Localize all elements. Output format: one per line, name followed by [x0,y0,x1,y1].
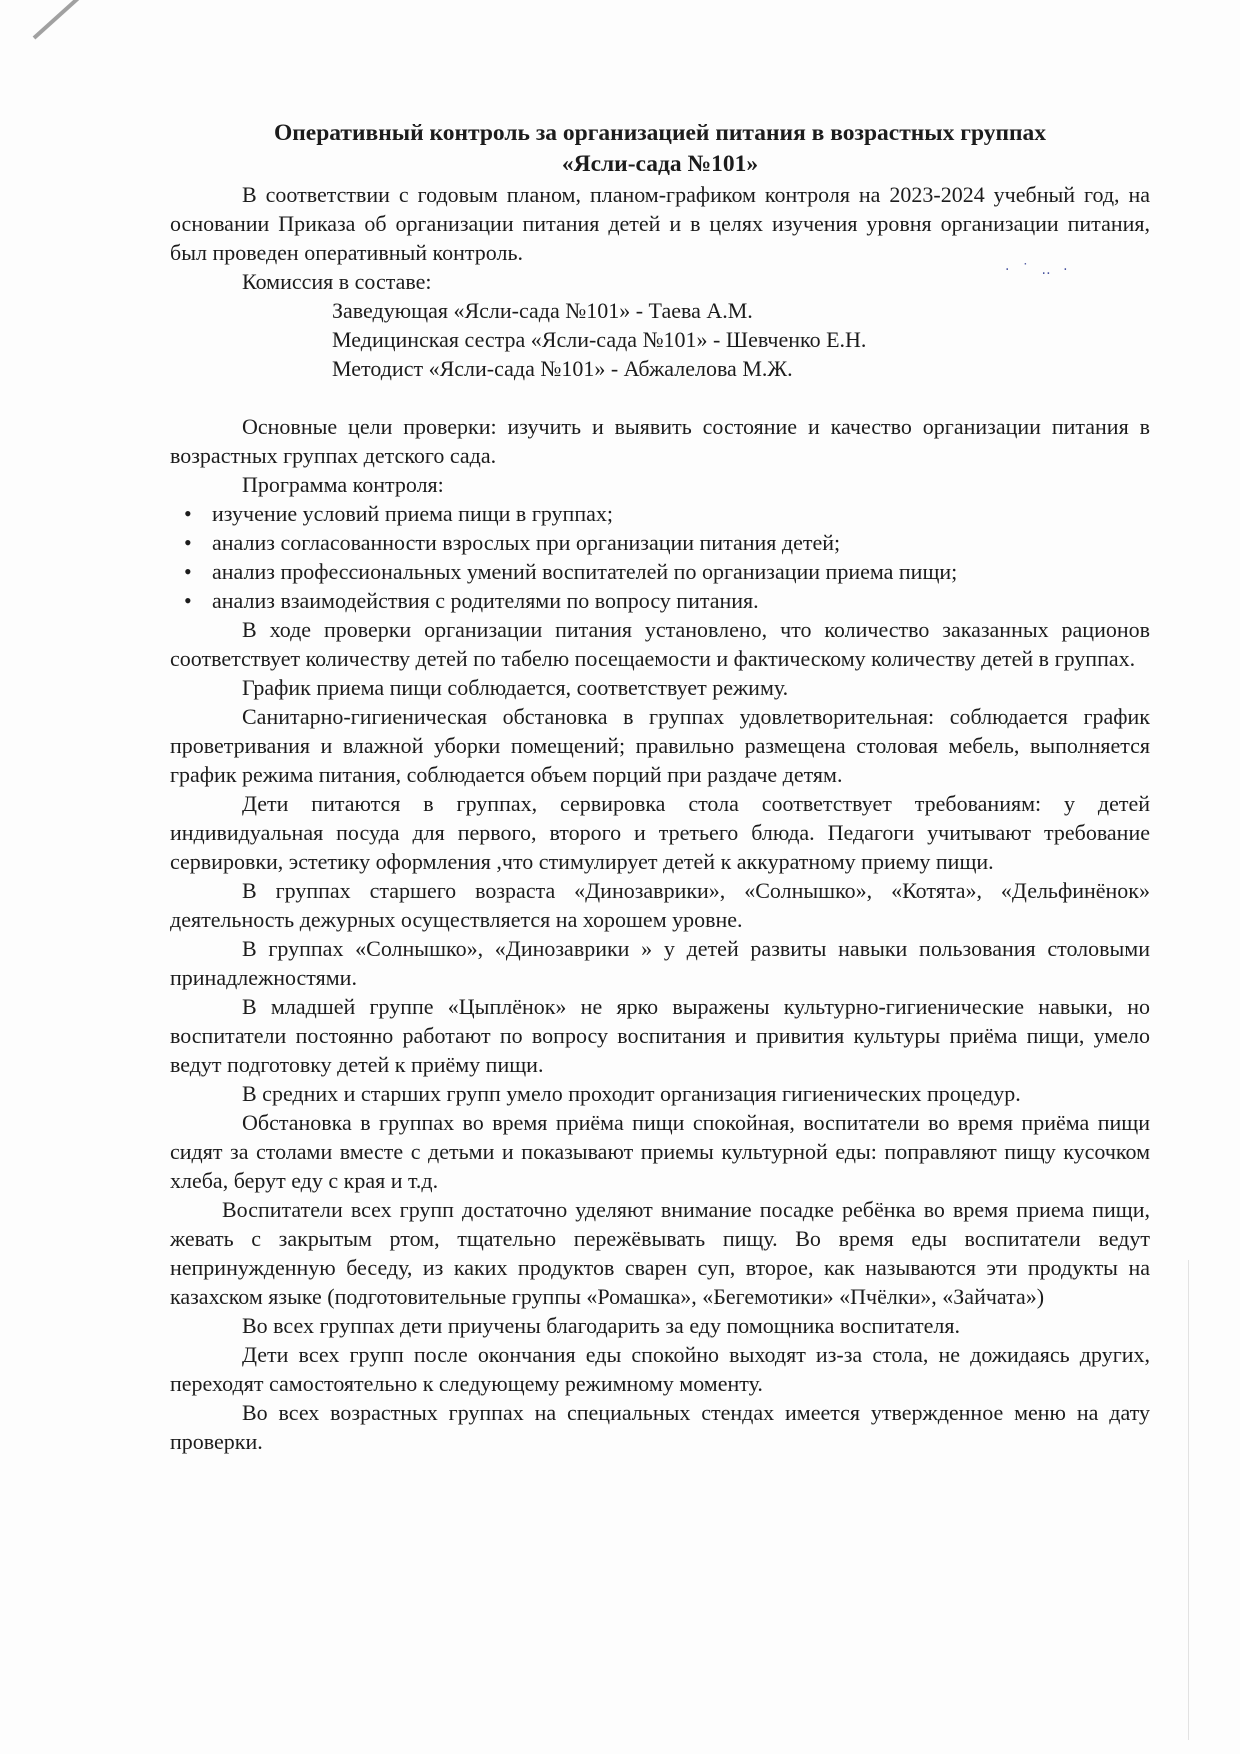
intro-paragraph: В соответствии с годовым планом, планом-графиком контроля на 2023-2024 учебный год, на основании Приказа об организации питания детей и в целях изучения уровня организации питания, был проведен оперативный контроль. [170,182,1150,265]
program-item-text: анализ согласованности взрослых при организации питания детей; [212,530,841,555]
bullet-icon: • [184,588,192,613]
program-item-text: изучение условий приема пищи в группах; [212,501,613,526]
commission-heading: Комиссия в составе: [242,269,432,294]
bullet-icon: • [184,530,192,555]
body-paragraph: Дети питаются в группах, сервировка стола соответствует требованиям: у детей индивидуальная посуда для первого, второго и третьего блюда. Педагоги учитывают требование сервировки, эстетику оформления ,что стимулирует детей к аккуратному приему пищи. [170,791,1150,874]
commission-member: Медицинская сестра «Ясли-сада №101» - Шевченко Е.Н. [332,327,867,352]
document-body [170,118,1150,1456]
body-paragraph: В группах «Солнышко», «Динозаврики » у детей развиты навыки пользования столовыми принадлежностями. [170,936,1150,990]
goals-paragraph: Основные цели проверки: изучить и выявить состояние и качество организации питания в возрастных группах детского сада. [170,414,1150,468]
commission-member: Заведующая «Ясли-сада №101» - Таева А.М. [332,298,753,323]
scan-ink-dots: · ˙ ‥ · [1005,262,1072,278]
title-line-1: Оперативный контроль за организацией питания в возрастных группах [273,120,1047,146]
program-item [140,528,1150,557]
commission-member: Методист «Ясли-сада №101» - Абжалелова М.Ж. [332,356,793,381]
body-paragraph: График приема пищи соблюдается, соответствует режиму. [242,675,789,700]
body-paragraph: Обстановка в группах во время приёма пищи спокойная, воспитатели во время приёма пищи сидят за столами вместе с детьми и показывают приемы культурной еды: поправляют пищу кусочком хлеба, берут еду с края и т.д. [170,1110,1150,1193]
document-title [170,118,1150,180]
body-paragraph: Воспитатели всех групп достаточно уделяют внимание посадке ребёнка во время приема пищи, жевать с закрытым ртом, тщательно пережёвывать пищу. Во время еды воспитатели ведут непринужденную беседу, из каких продуктов сварен суп, второе, как называются эти продукты на казахском языке (подготовительные группы «Ромашка», «Бегемотики» «Пчёлки», «Зайчата») [170,1197,1150,1309]
program-item [140,557,1150,586]
closing-paragraph: Дети всех групп после окончания еды спокойно выходят из-за стола, не дожидаясь других, переходят самостоятельно к следующему режимному моменту. [170,1342,1150,1396]
spacer [170,383,1150,412]
body-paragraph: В ходе проверки организации питания установлено, что количество заказанных рационов соответствует количеству детей по табелю посещаемости и фактическому количеству детей в группах. [170,617,1150,671]
program-item-text: анализ взаимодействия с родителями по вопросу питания. [212,588,759,613]
body-paragraph: В младшей группе «Цыплёнок» не ярко выражены культурно-гигиенические навыки, но воспитатели постоянно работают по вопросу воспитания и привития культуры приёма пищи, умело ведут подготовку детей к приёму пищи. [170,994,1150,1077]
scan-edge-line [1188,1260,1189,1740]
closing-paragraph: Во всех группах дети приучены благодарить за еду помощника воспитателя. [242,1313,961,1338]
body-paragraph: В средних и старших групп умело проходит организация гигиенических процедур. [242,1081,1021,1106]
closing-paragraph: Во всех возрастных группах на специальных стендах имеется утвержденное меню на дату проверки. [170,1400,1150,1454]
program-list [170,499,1150,615]
scan-pen-mark [33,0,85,39]
program-item-text: анализ профессиональных умений воспитателей по организации приема пищи; [212,559,958,584]
body-paragraph: В группах старшего возраста «Динозаврики», «Солнышко», «Котята», «Дельфинёнок» деятельность дежурных осуществляется на хорошем уровне. [170,878,1150,932]
program-heading: Программа контроля: [242,472,444,497]
program-item [140,586,1150,615]
program-item [140,499,1150,528]
title-line-2: «Ясли-сада №101» [561,151,759,177]
body-paragraph: Санитарно-гигиеническая обстановка в группах удовлетворительная: соблюдается график проветривания и влажной уборки помещений; правильно размещена столовая мебель, выполняется график режима питания, соблюдается объем порций при раздаче детям. [170,704,1150,787]
bullet-icon: • [184,559,192,584]
bullet-icon: • [184,501,192,526]
